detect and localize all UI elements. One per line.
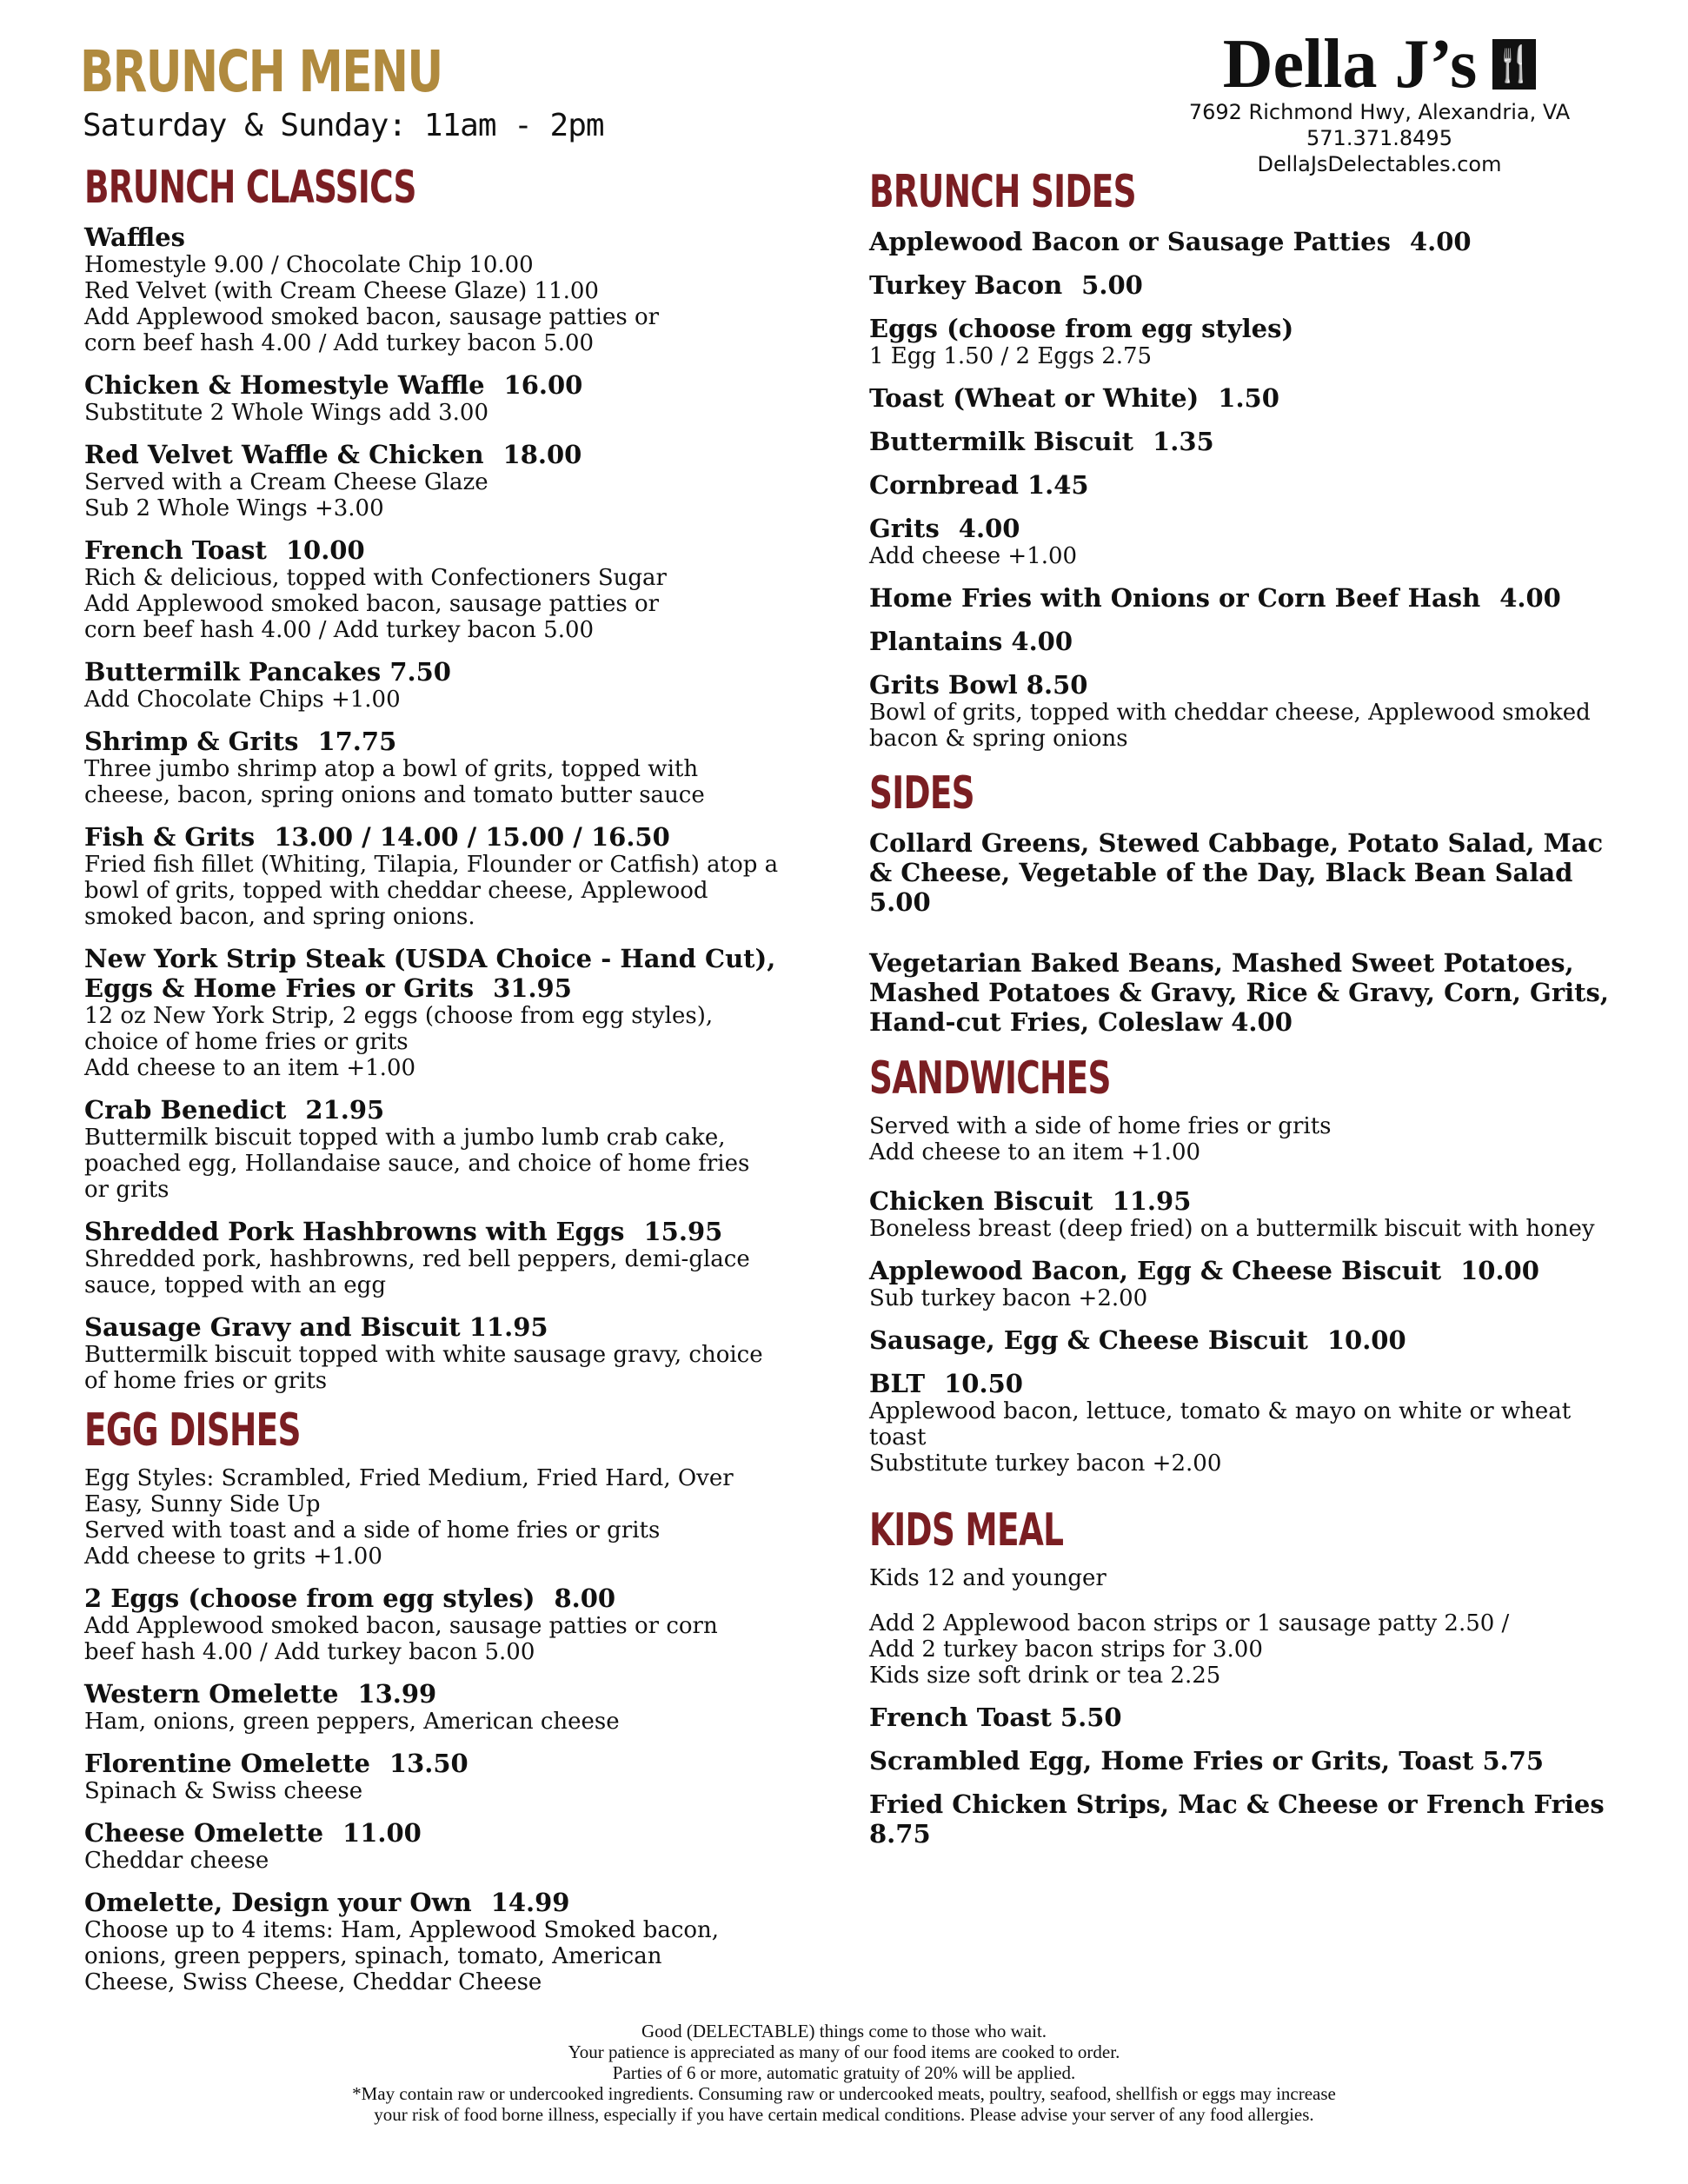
menu-item-price: 14.99 [490,1888,570,1917]
menu-item-title: Omelette, Design your Own [84,1888,472,1917]
menu-item-title: Chicken & Homestyle Waffle [84,370,485,400]
egg-dishes-intro-line: Easy, Sunny Side Up [84,1491,321,1517]
menu-item-title: Cheese Omelette [84,1818,324,1848]
menu-item-title: French Toast [84,535,267,565]
egg-dishes-intro-line: Egg Styles: Scrambled, Fried Medium, Fried Hard, Over [84,1465,734,1491]
menu-item-description: Buttermilk biscuit topped with a jumbo lumb crab cake, [84,1125,726,1151]
menu-item-description: Choose up to 4 items: Ham, Applewood Smoked bacon, [84,1917,720,1943]
menu-item-description: of home fries or grits [84,1368,328,1394]
section-title-sides: SIDES [869,767,974,820]
menu-item-name [84,222,780,252]
menu-item-title: Plantains 4.00 [869,627,1073,656]
menu-item-price: 1.50 [1218,383,1279,413]
menu-item-title: Eggs (choose from egg styles) [869,314,1294,343]
menu-item-name [84,535,780,565]
kids-age-note: Kids 12 and younger [869,1565,1107,1591]
menu-item [869,427,1634,456]
menu-item [84,727,780,808]
menu-item-title: Toast (Wheat or White) [869,383,1200,413]
menu-item-description: corn beef hash 4.00 / Add turkey bacon 5.00 [84,330,595,356]
menu-item-name [869,314,1634,343]
restaurant-address: 7692 Richmond Hwy, Alexandria, VA [1188,100,1571,124]
menu-item [84,1749,780,1804]
menu-item-description: Sub 2 Whole Wings +3.00 [84,495,384,521]
menu-item [869,583,1634,613]
menu-item [869,1746,1634,1776]
menu-item-price: 18.00 [502,440,582,469]
menu-item-title: Sausage Gravy and Biscuit 11.95 [84,1312,548,1342]
menu-item [869,1703,1634,1732]
menu-item [84,1679,780,1735]
menu-item-name [869,270,1634,300]
menu-item-title: Grits Bowl 8.50 [869,670,1088,700]
menu-item-title: Shrimp & Grits [84,727,299,756]
menu-item-description: Served with a Cream Cheese Glaze [84,469,488,495]
section-title-kids-meal: KIDS MEAL [869,1504,1064,1557]
menu-item-name [84,944,780,1003]
menu-item-name [84,1818,780,1848]
menu-item-title: BLT [869,1369,926,1398]
egg-dishes-intro-line: Add cheese to grits +1.00 [84,1543,382,1570]
menu-item [869,1369,1634,1477]
menu-item-description: bowl of grits, topped with cheddar cheese, Applewood [84,878,708,904]
menu-item-title: 2 Eggs (choose from egg styles) [84,1583,535,1613]
menu-item-title: Applewood Bacon or Sausage Patties [869,227,1391,256]
menu-item [84,535,780,643]
menu-item-name [84,1217,780,1246]
menu-item-description: Three jumbo shrimp atop a bowl of grits, topped with [84,756,699,782]
sandwiches-intro [869,1113,1634,1165]
menu-item-name [869,583,1634,613]
egg-dishes-intro-line: Served with toast and a side of home fries or grits [84,1517,661,1543]
menu-item-price: 5.00 [1081,270,1143,300]
menu-item-description: 1 Egg 1.50 / 2 Eggs 2.75 [869,343,1153,369]
menu-item-name [84,1095,780,1125]
menu-item-description: Add Applewood smoked bacon, sausage patties or corn [84,1613,718,1639]
menu-item-name [869,1325,1634,1355]
menu-item-description: Sub turkey bacon +2.00 [869,1285,1148,1311]
menu-item-price: 16.00 [503,370,583,400]
menu-item-title: Grits [869,514,940,543]
menu-item-price: 4.00 [1409,227,1472,256]
kids-addons [869,1610,1634,1689]
menu-item-name [869,1746,1634,1776]
kids-addon-line: Kids size soft drink or tea 2.25 [869,1663,1221,1689]
menu-item-description: Homestyle 9.00 / Chocolate Chip 10.00 [84,252,534,278]
menu-item-description: corn beef hash 4.00 / Add turkey bacon 5.00 [84,617,595,643]
menu-item-name [869,627,1634,656]
footer-line: your risk of food borne illness, especially if you have certain medical conditions. Please advise your server of any food allergies. [374,2104,1314,2125]
menu-item-title: Home Fries with Onions or Corn Beef Hash [869,583,1481,613]
menu-item-price: 1.35 [1153,427,1214,456]
menu-item-price: 4.00 [958,514,1020,543]
menu-item [869,383,1634,413]
menu-item-description: Substitute turkey bacon +2.00 [869,1450,1222,1477]
menu-item-title: Crab Benedict [84,1095,287,1125]
footer-line: *May contain raw or undercooked ingredients. Consuming raw or undercooked meats, poultry, seafood, shellfish or eggs may increase [352,2083,1336,2104]
menu-item-title: Cornbread 1.45 [869,470,1089,500]
menu-item-price: 31.95 [493,973,572,1003]
menu-item-description: Red Velvet (with Cream Cheese Glaze) 11.00 [84,278,599,304]
menu-item-description: Shredded pork, hashbrowns, red bell peppers, demi-glace [84,1246,750,1272]
menu-item-description: Buttermilk biscuit topped with white sausage gravy, choice [84,1342,763,1368]
menu-item-price: 11.00 [342,1818,422,1848]
section-title-brunch-sides: BRUNCH SIDES [869,166,1136,218]
menu-item [869,314,1634,369]
menu-item-description: smoked bacon, and spring onions. [84,904,475,930]
menu-item-price: 10.00 [1460,1256,1539,1285]
fork-knife-icon: 🍴 [1492,39,1536,90]
menu-hours: Saturday & Sunday: 11am - 2pm [83,108,604,143]
section-title-sandwiches: SANDWICHES [869,1052,1111,1105]
menu-item-title: Western Omelette [84,1679,339,1709]
menu-item-price: 4.00 [1499,583,1561,613]
menu-item-price: 8.00 [554,1583,616,1613]
menu-item-name [84,657,780,687]
brunch-classics-list [84,222,780,1394]
menu-item-name [869,470,1634,500]
menu-item-name [869,227,1634,256]
menu-item-description: Add Applewood smoked bacon, sausage patties or [84,304,660,330]
menu-item-description: Add cheese to an item +1.00 [84,1055,416,1081]
menu-item-price: 11.95 [1112,1186,1192,1216]
sandwiches-list [869,1186,1634,1477]
menu-item [84,1888,780,1995]
menu-title: BRUNCH MENU [80,38,442,105]
menu-item-description: bacon & spring onions [869,726,1128,752]
menu-item-price: 13.99 [357,1679,437,1709]
menu-item-name [84,1679,780,1709]
menu-item [84,370,780,426]
menu-item-description: Add Applewood smoked bacon, sausage patties or [84,591,660,617]
menu-item-description: Substitute 2 Whole Wings add 3.00 [84,400,489,426]
menu-item-price: 10.00 [285,535,365,565]
menu-item [869,1256,1634,1311]
restaurant-name: Della J’s [1222,26,1478,103]
menu-item [84,222,780,356]
menu-item-description: sauce, topped with an egg [84,1272,386,1298]
menu-item [84,1312,780,1394]
menu-item-title: Applewood Bacon, Egg & Cheese Biscuit [869,1256,1442,1285]
menu-item-title: Buttermilk Pancakes 7.50 [84,657,451,687]
footer-line: Your patience is appreciated as many of our food items are cooked to order. [568,2041,1120,2062]
menu-item [84,1095,780,1203]
menu-item-name [869,670,1634,700]
menu-item-name [869,1369,1634,1398]
menu-item-title: French Toast 5.50 [869,1703,1122,1732]
menu-item [84,1818,780,1874]
menu-item-title: Red Velvet Waffle & Chicken [84,440,484,469]
egg-dishes-list [84,1583,780,1995]
menu-item [869,627,1634,656]
restaurant-phone: 571.371.8495 [1306,126,1452,150]
sandwiches-intro-line: Served with a side of home fries or grits [869,1113,1332,1139]
menu-item [869,227,1634,256]
menu-item-description: Bowl of grits, topped with cheddar cheese, Applewood smoked [869,700,1591,726]
menu-item-description: Add Chocolate Chips +1.00 [84,687,401,713]
menu-item-description: Rich & delicious, topped with Confectioners Sugar [84,565,667,591]
menu-item-title: Waffles [84,222,185,252]
menu-item-title: Shredded Pork Hashbrowns with Eggs [84,1217,625,1246]
menu-item-name [869,1789,1634,1849]
menu-item-name [84,440,780,469]
section-title-brunch-classics: BRUNCH CLASSICS [84,162,416,214]
menu-item-name [84,822,780,852]
menu-item-name [84,370,780,400]
menu-item-price: 10.50 [944,1369,1023,1398]
menu-item [84,822,780,930]
menu-item-name [869,1703,1634,1732]
left-column [84,162,780,2009]
menu-item-name [84,1888,780,1917]
restaurant-name-row [1222,26,1537,103]
menu-item [869,1186,1634,1242]
sides-group: Collard Greens, Stewed Cabbage, Potato Salad, Mac & Cheese, Vegetable of the Day, Black Bean Salad 5.00 [869,828,1604,917]
menu-item-name [84,1312,780,1342]
kids-meal-list [869,1703,1634,1849]
footer-line: Good (DELECTABLE) things come to those who wait. [641,2021,1047,2041]
menu-item-name [869,1186,1634,1216]
menu-item-title: Florentine Omelette [84,1749,370,1778]
menu-item-name [869,514,1634,543]
menu-item-name [84,1749,780,1778]
menu-item-description: Applewood bacon, lettuce, tomato & mayo on white or wheat toast [869,1398,1572,1450]
menu-item-description: cheese, bacon, spring onions and tomato butter sauce [84,782,705,808]
menu-item-description: onions, green peppers, spinach, tomato, American [84,1943,662,1969]
sides-group: Vegetarian Baked Beans, Mashed Sweet Potatoes, Mashed Potatoes & Gravy, Rice & Gravy, Corn, Grits, Hand-cut Fries, Coleslaw 4.00 [869,948,1609,1037]
menu-item [84,1583,780,1665]
menu-item [84,657,780,713]
menu-item-description: Add cheese +1.00 [869,543,1078,569]
restaurant-brand [1153,26,1605,177]
footer-line: Parties of 6 or more, automatic gratuity of 20% will be applied. [612,2062,1076,2083]
menu-item-title: Scrambled Egg, Home Fries or Grits, Toast 5.75 [869,1746,1545,1776]
sandwiches-intro-line: Add cheese to an item +1.00 [869,1139,1201,1165]
menu-item [84,944,780,1081]
egg-dishes-intro [84,1465,780,1570]
menu-item-title: Fried Chicken Strips, Mac & Cheese or French Fries 8.75 [869,1789,1605,1849]
kids-addon-line: Add 2 Applewood bacon strips or 1 sausage patty 2.50 / [869,1610,1510,1636]
menu-item-description: poached egg, Hollandaise sauce, and choice of home fries [84,1151,750,1177]
menu-item-price: 13.50 [389,1749,469,1778]
menu-item [869,470,1634,500]
menu-item-price: 13.00 / 14.00 / 15.00 / 16.50 [274,822,670,852]
menu-item [869,670,1634,752]
menu-item-title: Turkey Bacon [869,270,1063,300]
menu-item-title: Fish & Grits [84,822,256,852]
menu-item-price: 15.95 [643,1217,723,1246]
menu-item-name [84,727,780,756]
menu-item [869,1789,1634,1849]
menu-item [84,440,780,521]
menu-item-description: Fried fish fillet (Whiting, Tilapia, Flounder or Catfish) atop a [84,852,779,878]
menu-item-description: Cheddar cheese [84,1848,269,1874]
menu-item-title: Sausage, Egg & Cheese Biscuit [869,1325,1308,1355]
menu-item-description: choice of home fries or grits [84,1029,409,1055]
right-column [869,166,1634,1862]
menu-item-title: Chicken Biscuit [869,1186,1093,1216]
menu-item-title: Buttermilk Biscuit [869,427,1134,456]
menu-item-name [869,383,1634,413]
menu-item-name [869,1256,1634,1285]
kids-addon-line: Add 2 turkey bacon strips for 3.00 [869,1636,1263,1663]
menu-item-price: 17.75 [317,727,397,756]
menu-item-description: or grits [84,1177,169,1203]
menu-item-description: 12 oz New York Strip, 2 eggs (choose from egg styles), [84,1003,714,1029]
menu-item-description: beef hash 4.00 / Add turkey bacon 5.00 [84,1639,535,1665]
menu-item-description: Cheese, Swiss Cheese, Cheddar Cheese [84,1969,542,1995]
menu-item [869,514,1634,569]
menu-item [869,1325,1634,1355]
menu-item-description: Spinach & Swiss cheese [84,1778,363,1804]
menu-item [869,270,1634,300]
brunch-sides-list [869,227,1634,752]
restaurant-website: DellaJsDelectables.com [1257,152,1502,176]
menu-item-price: 10.00 [1326,1325,1406,1355]
menu-item-description: Ham, onions, green peppers, American cheese [84,1709,620,1735]
section-title-egg-dishes: EGG DISHES [84,1404,301,1457]
menu-item-price: 21.95 [305,1095,385,1125]
menu-item-title: New York Strip Steak (USDA Choice - Hand Cut), Eggs & Home Fries or Grits [84,944,776,1003]
menu-item-description: Boneless breast (deep fried) on a buttermilk biscuit with honey [869,1216,1595,1242]
footer-notes [0,2021,1688,2125]
menu-item-name [869,427,1634,456]
menu-item-name [84,1583,780,1613]
menu-item [84,1217,780,1298]
